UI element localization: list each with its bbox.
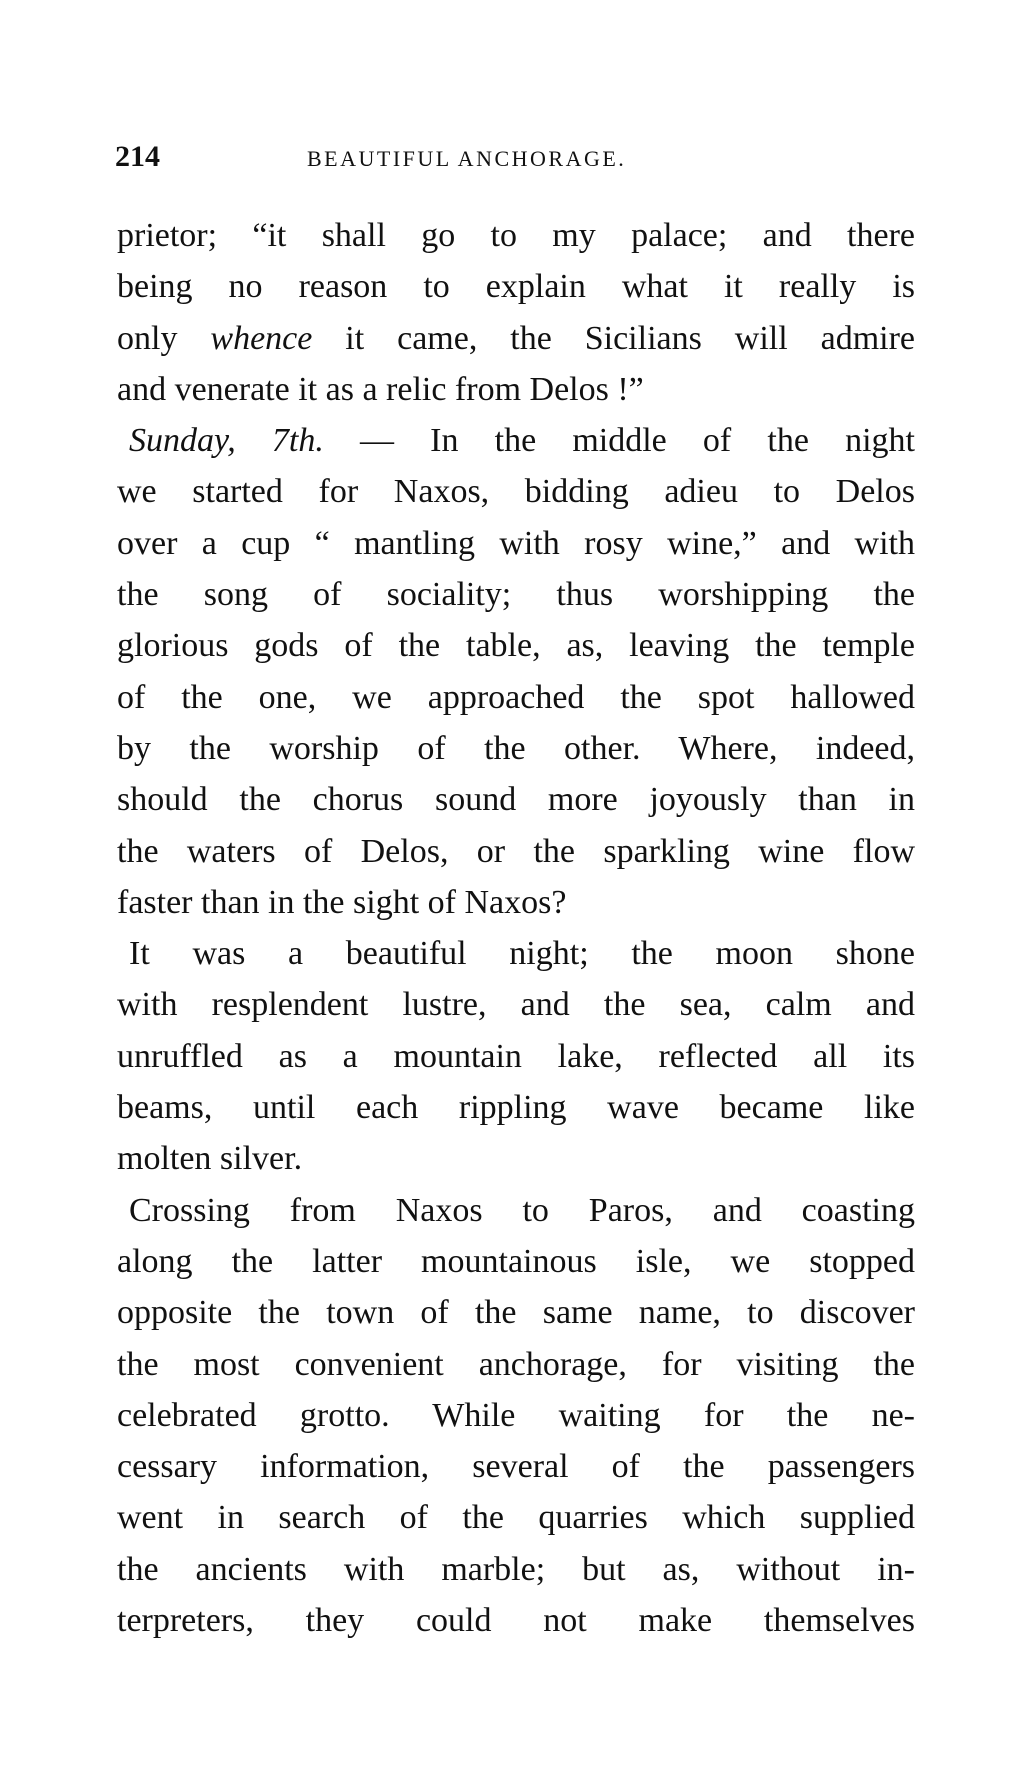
text-line [117, 1031, 915, 1082]
text-segment: glorious gods of the table, as, leaving the temple [117, 627, 915, 665]
text-line [117, 1544, 915, 1595]
text-line [117, 210, 915, 261]
text-segment: unruffled as a mountain lake, reflected all its [117, 1037, 915, 1075]
text-segment: the waters of Delos, or the sparkling wine flow [117, 832, 915, 870]
text-segment: faster than in the sight of Naxos? [117, 883, 567, 921]
text-line [117, 826, 915, 877]
text-line [117, 1441, 915, 1492]
text-segment: along the latter mountainous isle, we stopped [117, 1242, 915, 1280]
text-line [117, 1236, 915, 1287]
text-segment: the most convenient anchorage, for visiting the [117, 1345, 915, 1383]
text-segment: celebrated grotto. While waiting for the ne- [117, 1396, 915, 1434]
text-line [117, 466, 915, 517]
text-line [117, 979, 915, 1030]
text-segment: with resplendent lustre, and the sea, calm and [117, 986, 915, 1024]
text-line [117, 261, 915, 312]
text-line [117, 1082, 915, 1133]
text-line [117, 1595, 915, 1646]
text-line [117, 1133, 915, 1184]
text-segment: cessary information, several of the passengers [117, 1448, 915, 1486]
text-segment: we started for Naxos, bidding adieu to Delos [117, 473, 915, 511]
italic-text: whence [210, 319, 313, 357]
text-line [117, 877, 915, 928]
text-line [117, 1339, 915, 1390]
text-segment: went in search of the quarries which supplied [117, 1499, 915, 1537]
text-segment: opposite the town of the same name, to discover [117, 1294, 915, 1332]
text-segment: should the chorus sound more joyously than in [117, 781, 915, 819]
italic-text: Sunday, 7th. [129, 422, 324, 460]
page-header [115, 140, 710, 180]
text-line [117, 518, 915, 569]
text-segment: molten silver. [117, 1140, 303, 1178]
text-segment: only [117, 319, 211, 357]
text-line [117, 1390, 915, 1441]
text-segment: being no reason to explain what it really is [117, 268, 915, 306]
text-line [117, 1185, 915, 1236]
text-segment: of the one, we approached the spot hallowed [117, 678, 915, 716]
text-line [117, 364, 915, 415]
text-line [117, 1492, 915, 1543]
text-line [117, 774, 915, 825]
text-segment: and venerate it as a relic from Delos !” [117, 370, 644, 408]
text-line [117, 723, 915, 774]
text-line [117, 1287, 915, 1338]
text-segment: prietor; “it shall go to my palace; and there [117, 217, 915, 254]
text-line [117, 569, 915, 620]
text-segment: the ancients with marble; but as, without in- [117, 1550, 915, 1588]
text-segment: terpreters, they could not make themselves [117, 1602, 915, 1640]
page-number: 214 [115, 140, 160, 173]
text-segment: beams, until each rippling wave became like [117, 1089, 915, 1127]
text-segment: the song of sociality; thus worshipping the [117, 576, 915, 614]
text-segment: by the worship of the other. Where, indeed, [117, 729, 915, 767]
running-title: BEAUTIFUL ANCHORAGE. [307, 146, 627, 171]
text-segment: it came, the Sicilians will admire [312, 319, 916, 357]
text-line [117, 620, 915, 671]
text-line [117, 313, 915, 364]
text-line [117, 672, 915, 723]
text-line [117, 928, 915, 979]
body-text [117, 210, 915, 1646]
text-segment: over a cup “ mantling with rosy wine,” and with [117, 524, 915, 562]
text-line [117, 415, 915, 466]
text-segment: Crossing from Naxos to Paros, and coasting [129, 1191, 915, 1229]
text-segment: It was a beautiful night; the moon shone [129, 935, 915, 973]
text-segment: — In the middle of the night [323, 422, 915, 460]
